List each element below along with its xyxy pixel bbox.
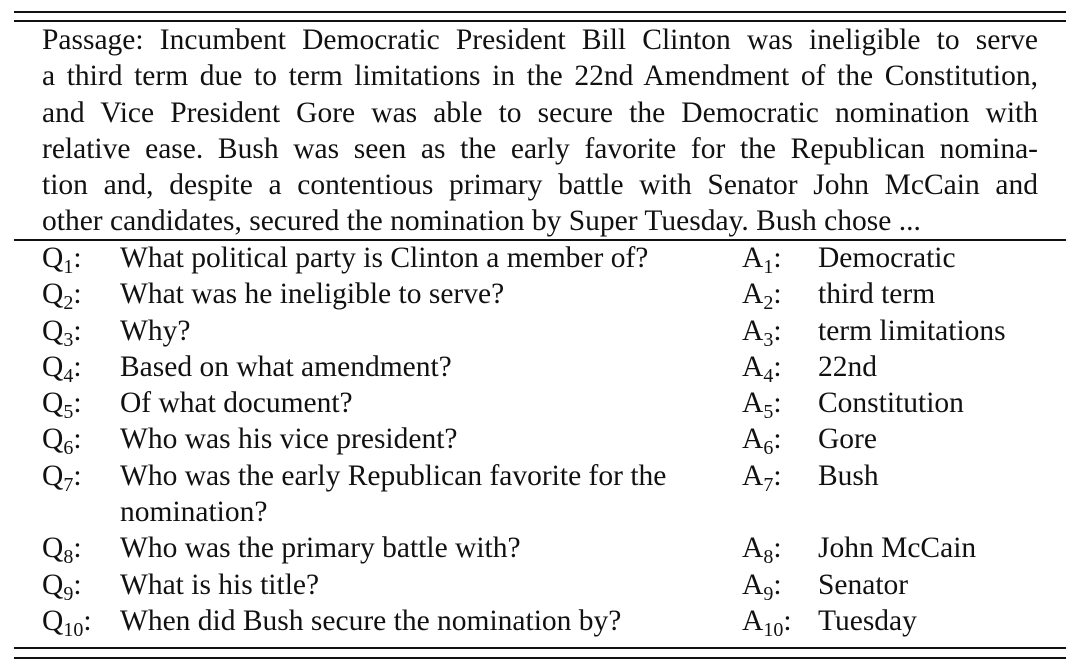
question-label: $Q_4$: xyxy=(42,350,82,387)
passage-line: a third term due to term limitations in the 22nd Amendment of the Constitution, xyxy=(42,60,1038,93)
answer-text: Gore xyxy=(818,423,877,456)
answer-text: John McCain xyxy=(818,532,977,565)
question-label: $Q_5$: xyxy=(42,387,82,424)
question-text: What political party is Clinton a member of? xyxy=(120,242,649,274)
question-label: $Q_9$: xyxy=(42,568,82,605)
question-text: What is his title? xyxy=(120,568,320,601)
qa-row xyxy=(42,385,1042,424)
answer-text: Tuesday xyxy=(818,604,917,637)
answer-label: $A_4$: xyxy=(742,350,782,387)
question-label: $Q_6$: xyxy=(42,423,82,460)
qa-row xyxy=(42,349,1042,385)
qa-row xyxy=(42,530,1042,569)
qa-row xyxy=(42,240,1042,276)
answer-label: $A_7$: xyxy=(742,459,782,496)
answer-label: $A_1$: xyxy=(742,242,782,278)
question-label: $Q_7$: xyxy=(42,459,82,496)
qa-row xyxy=(42,458,1042,531)
answer-label: $A_5$: xyxy=(742,387,782,424)
answer-text: Senator xyxy=(818,568,909,601)
question-label: $Q_1$: xyxy=(42,242,82,278)
qa-row xyxy=(42,421,1042,460)
question-label: $Q_8$: xyxy=(42,532,82,569)
answer-text: Bush xyxy=(818,459,879,492)
qa-table xyxy=(42,240,1042,639)
question-text: Why? xyxy=(120,314,191,347)
passage-line: Passage: Incumbent Democratic President Bill Clinton was ineligible to serve xyxy=(42,24,1038,56)
answer-label: $A_3$: xyxy=(742,314,782,351)
answer-text: term limitations xyxy=(818,314,1006,347)
answer-label: $A_9$: xyxy=(742,568,782,605)
passage-line: relative ease. Bush was seen as the early favorite for the Republican nomina- xyxy=(42,132,1038,165)
bottom-rule-outer xyxy=(14,657,1066,659)
answer-text: Democratic xyxy=(818,242,956,274)
answer-label: $A_2$: xyxy=(742,278,782,315)
qa-row xyxy=(42,603,1042,639)
bottom-rule-inner xyxy=(14,647,1066,649)
question-text: Who was the primary battle with? xyxy=(120,532,521,565)
passage-line: other candidates, secured the nomination by Super Tuesday. Bush chose ... xyxy=(42,205,921,238)
passage-line: tion and, despite a contentious primary battle with Senator John McCain and xyxy=(42,169,1038,202)
question-text: What was he ineligible to serve? xyxy=(120,278,505,311)
answer-label: $A_6$: xyxy=(742,423,782,460)
answer-text: 22nd xyxy=(818,350,877,383)
question-text: Who was the early Republican favorite for the nomination? xyxy=(120,459,667,529)
qa-row xyxy=(42,567,1042,603)
passage-line: and Vice President Gore was able to secure the Democratic nomination with xyxy=(42,96,1038,129)
answer-label: $A_{10}$: xyxy=(742,604,792,641)
answer-label: $A_8$: xyxy=(742,532,782,569)
question-text: When did Bush secure the nomination by? xyxy=(120,604,622,637)
passage-text xyxy=(42,22,1038,240)
question-label: $Q_{10}$: xyxy=(42,604,92,641)
qa-row xyxy=(42,313,1042,349)
question-text: Based on what amendment? xyxy=(120,350,452,383)
answer-text: Constitution xyxy=(818,387,964,420)
answer-text: third term xyxy=(818,278,936,311)
question-label: $Q_2$: xyxy=(42,278,82,315)
top-rule-outer xyxy=(14,11,1066,13)
question-label: $Q_3$: xyxy=(42,314,82,351)
question-text: Of what document? xyxy=(120,387,353,420)
question-text: Who was his vice president? xyxy=(120,423,458,456)
qa-row xyxy=(42,276,1042,315)
